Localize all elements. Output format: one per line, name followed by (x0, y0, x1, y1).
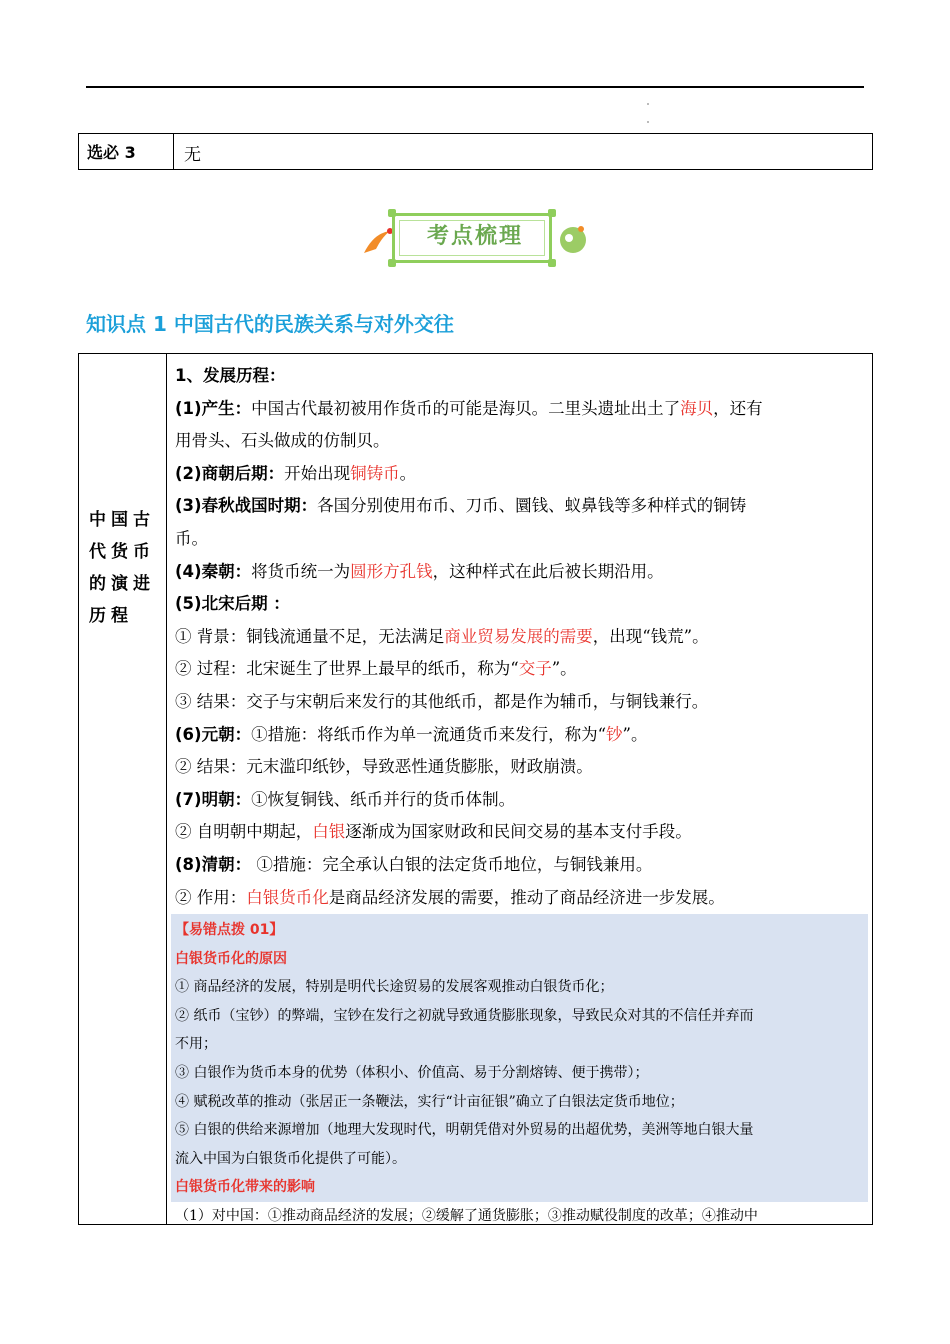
content-line: (6)元朝：①措施：将纸币作为单一流通货币来发行，称为“钞”。 (175, 724, 648, 744)
content-line: (5)北宋后期 ： (175, 594, 290, 614)
content-line: ② 作用：白银货币化是商品经济发展的需要，推动了商品经济进一步发展。 (175, 887, 725, 907)
tip-line: ⑤ 白银的供给来源增加（地理大发现时代，明朝凭借对外贸易的出超优势，美洲等地白银大量 (175, 1122, 754, 1139)
content-line: ② 过程：北宋诞生了世界上最早的纸币，称为“交子”。 (175, 659, 577, 679)
banner-title: 考点梳理 (426, 224, 523, 249)
tip-line: 不用； (175, 1036, 217, 1053)
content-line: ① 背景：铜钱流通量不足，无法满足商业贸易发展的需要，出现“钱荒”。 (175, 626, 709, 646)
topic-label: 中国古代货币的演进历程 (89, 510, 155, 626)
content-line: (2)商朝后期：开始出现铜铸币。 (175, 463, 417, 483)
circle-badge-icon (556, 221, 590, 255)
decoration-dot (647, 103, 649, 105)
decoration-dot (647, 121, 649, 123)
curriculum-label: 选必 3 (79, 134, 174, 169)
tip-tag: 【易错点拨 01】 (175, 922, 284, 939)
content-cell (167, 354, 872, 1224)
tip-line: （1）对中国：①推动商品经济的发展；②缓解了通货膨胀；③推动赋役制度的改革；④推动中 (171, 1202, 868, 1224)
tip-line: ④ 赋税改革的推动（张居正一条鞭法，实行“计亩征银”确立了白银法定货币地位； (175, 1093, 684, 1110)
content-line: (4)秦朝：将货币统一为圆形方孔钱，这种样式在此后被长期沿用。 (175, 561, 664, 581)
content-line: ② 自明朝中期起，白银逐渐成为国家财政和民间交易的基本支付手段。 (175, 822, 692, 842)
content-line: (1)产生：中国古代最初被用作货币的可能是海贝。二里头遗址出土了海贝，还有 (175, 398, 763, 418)
tip-line: ③ 白银作为货币本身的优势（体积小、价值高、易于分割熔铸、便于携带）； (175, 1065, 649, 1082)
section-banner (360, 209, 590, 267)
topic-cell (79, 354, 167, 1224)
content-line: 用骨头、石头做成的仿制贝。 (175, 431, 390, 451)
tip-line: 流入中国为白银货币化提供了可能）。 (175, 1150, 406, 1167)
content-heading: 1、发展历程： (175, 366, 286, 385)
error-tip-box (171, 914, 868, 1224)
curriculum-value: 无 (184, 145, 201, 165)
content-line: (3)春秋战国时期：各国分别使用布币、刀币、圜钱、蚁鼻钱等多种样式的铜铸 (175, 496, 747, 516)
knowledge-table (78, 353, 873, 1225)
tip-heading: 白银货币化的原因 (175, 950, 287, 967)
section-title: 知识点 1 中国古代的民族关系与对外交往 (86, 312, 454, 336)
tip-line: ② 纸币（宝钞）的弊端，宝钞在发行之初就导致通货膨胀现象，导致民众对其的不信任并弃而 (175, 1007, 754, 1024)
tip-line: ① 商品经济的发展，特别是明代长途贸易的发展客观推动白银货币化； (175, 979, 614, 996)
header-rule (86, 86, 864, 88)
content-line: ② 结果：元末滥印纸钞，导致恶性通货膨胀，财政崩溃。 (175, 757, 593, 777)
content-line: (7)明朝：①恢复铜钱、纸币并行的货币体制。 (175, 789, 516, 809)
content-line: 币。 (175, 528, 208, 548)
tip-heading: 白银货币化带来的影响 (175, 1179, 315, 1196)
content-line: ③ 结果：交子与宋朝后来发行的其他纸币，都是作为辅币，与铜钱兼行。 (175, 691, 709, 711)
content-line: (8)清朝： ①措施：完全承认白银的法定货币地位，与铜钱兼用。 (175, 854, 653, 874)
curriculum-table (78, 133, 873, 170)
